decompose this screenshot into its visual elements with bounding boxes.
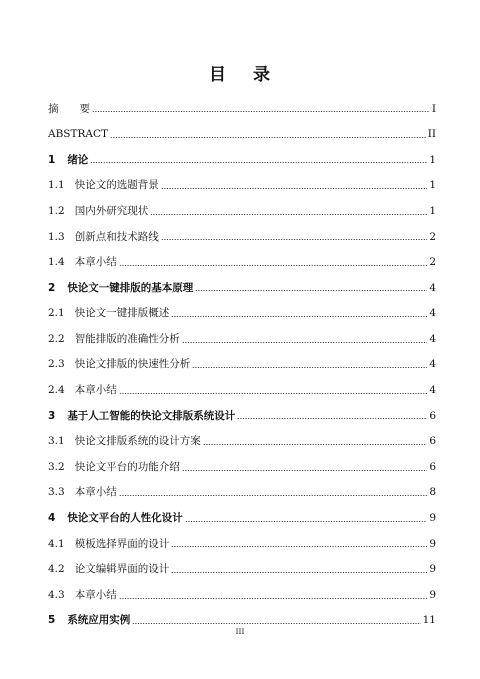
toc-entry-number: 摘 要 [48, 102, 90, 115]
toc-entry-number: 1.1 [48, 179, 65, 192]
dot-leader [161, 188, 428, 189]
toc-entry-page: 1 [429, 204, 436, 217]
toc-entry-page: II [427, 128, 436, 141]
dot-leader [150, 214, 427, 215]
dot-leader [119, 495, 428, 496]
toc-entry-label: 国内外研究现状 [74, 204, 149, 217]
toc-entry[interactable] [48, 147, 436, 173]
dot-leader [92, 111, 430, 112]
toc-entry-number: 1.2 [48, 204, 65, 217]
toc-entry[interactable] [48, 403, 436, 429]
toc-entry-page: 9 [429, 588, 436, 601]
dot-leader [119, 265, 428, 266]
toc-entry-number: 4.1 [48, 537, 65, 550]
toc-title-char-1: 目 [209, 65, 227, 85]
dot-leader [237, 418, 427, 419]
toc-entry-number: 4.2 [48, 563, 65, 576]
toc-entry-page: 4 [429, 384, 436, 397]
toc-entry-page: 6 [429, 460, 436, 473]
toc-entry-label: 本章小结 [74, 588, 117, 601]
dot-leader [171, 546, 427, 547]
toc-entry[interactable] [48, 531, 436, 557]
toc-entry-label: 快论文排版的快速性分析 [74, 358, 191, 371]
toc-entry[interactable] [48, 301, 436, 327]
toc-entry-page: 1 [429, 179, 436, 192]
toc-entry[interactable] [48, 173, 436, 199]
dot-leader [90, 162, 427, 163]
toc-entry-label: 论文编辑界面的设计 [74, 563, 170, 576]
toc-entry-number: 4 [48, 512, 56, 525]
toc-entry-label: 本章小结 [74, 384, 117, 397]
toc-entry-label: 快论文的选题背景 [74, 179, 159, 192]
toc-entry-page: 11 [422, 614, 436, 627]
toc-entry-page: 6 [429, 435, 436, 448]
toc-entry-label: 快论文一键排版概述 [74, 307, 170, 320]
toc-entry-page: 8 [429, 486, 436, 499]
page-number-footer: III [235, 627, 245, 636]
dot-leader [161, 239, 428, 240]
toc-entry-page: I [431, 102, 436, 115]
table-of-contents [48, 96, 436, 633]
toc-entry-page: 2 [429, 256, 436, 269]
toc-entry-page: 9 [429, 537, 436, 550]
toc-entry-label: 基于人工智能的快论文排版系统设计 [67, 409, 236, 422]
toc-entry-label: 创新点和技术路线 [74, 230, 159, 243]
toc-entry[interactable] [48, 275, 436, 301]
toc-entry[interactable] [48, 250, 436, 276]
toc-entry-number: 5 [48, 614, 56, 627]
dot-leader [195, 290, 427, 291]
dot-leader [185, 521, 428, 522]
toc-entry[interactable] [48, 506, 436, 532]
toc-entry-number: 2.4 [48, 384, 65, 397]
dot-leader [171, 316, 427, 317]
toc-entry-label: 智能排版的准确性分析 [74, 332, 180, 345]
toc-entry-label: 模板选择界面的设计 [74, 537, 170, 550]
toc-entry[interactable] [48, 429, 436, 455]
dot-leader [132, 623, 420, 624]
dot-leader [171, 572, 427, 573]
toc-title-char-2: 录 [253, 65, 271, 85]
toc-entry[interactable] [48, 480, 436, 506]
toc-entry-number: 3.2 [48, 460, 65, 473]
toc-entry-label: 本章小结 [74, 486, 117, 499]
dot-leader [203, 444, 428, 445]
toc-entry-page: 4 [429, 358, 436, 371]
toc-entry[interactable] [48, 122, 436, 148]
toc-entry-number: ABSTRACT [48, 128, 109, 141]
toc-entry-number: 2.1 [48, 307, 65, 320]
dot-leader [119, 393, 428, 394]
toc-entry-number: 4.3 [48, 588, 65, 601]
dot-leader [110, 137, 426, 138]
toc-entry-label: 快论文平台的人性化设计 [67, 512, 183, 525]
toc-entry-number: 3.1 [48, 435, 65, 448]
dot-leader [192, 367, 427, 368]
toc-entry-page: 9 [429, 563, 436, 576]
toc-entry-label: 快论文一键排版的基本原理 [67, 281, 194, 294]
toc-entry-page: 6 [429, 409, 436, 422]
toc-entry[interactable] [48, 582, 436, 608]
toc-entry-label: 绪论 [67, 153, 89, 166]
dot-leader [182, 470, 428, 471]
toc-entry-label: 快论文平台的功能介绍 [74, 460, 180, 473]
toc-entry-page: 1 [429, 153, 436, 166]
toc-entry-label: 系统应用实例 [67, 614, 131, 627]
dot-leader [119, 598, 428, 599]
toc-entry-page: 2 [429, 230, 436, 243]
toc-entry[interactable] [48, 326, 436, 352]
toc-title [0, 60, 480, 85]
toc-entry[interactable] [48, 378, 436, 404]
toc-entry[interactable] [48, 454, 436, 480]
dot-leader [182, 342, 428, 343]
toc-entry-number: 2.3 [48, 358, 65, 371]
toc-entry-number: 1.4 [48, 256, 65, 269]
toc-entry-label: 本章小结 [74, 256, 117, 269]
toc-entry-number: 2 [48, 281, 56, 294]
toc-entry[interactable] [48, 352, 436, 378]
toc-entry-page: 4 [429, 307, 436, 320]
toc-entry-number: 2.2 [48, 332, 65, 345]
toc-entry-number: 1.3 [48, 230, 65, 243]
toc-entry-label: 快论文排版系统的设计方案 [74, 435, 201, 448]
toc-entry-page: 4 [429, 332, 436, 345]
toc-entry-number: 1 [48, 153, 56, 166]
toc-entry-number: 3.3 [48, 486, 65, 499]
toc-entry-page: 9 [429, 512, 436, 525]
toc-entry[interactable] [48, 557, 436, 583]
toc-entry-page: 4 [429, 281, 436, 294]
toc-entry[interactable] [48, 198, 436, 224]
toc-entry[interactable] [48, 224, 436, 250]
toc-entry-number: 3 [48, 409, 56, 422]
toc-entry[interactable] [48, 96, 436, 122]
